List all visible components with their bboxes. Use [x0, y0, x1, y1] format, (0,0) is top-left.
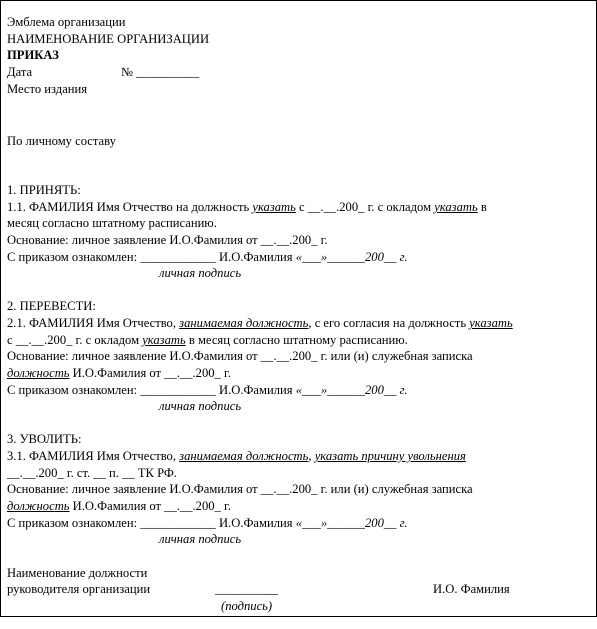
section-dismiss-basis-2: [7, 498, 231, 515]
hire-salary-placeholder: указать: [434, 200, 478, 214]
signature-hint: личная подпись: [159, 532, 242, 546]
signature-hint: личная подпись: [159, 266, 242, 280]
hire-text: в: [477, 200, 487, 214]
section-hire-acknowledgement: [7, 249, 408, 266]
ack-text: С приказом ознакомлен: ____________ И.О.Фамилия: [7, 250, 296, 264]
number-field: № __________: [121, 65, 200, 79]
section-hire-line-2: месяц согласно штатному расписанию.: [7, 216, 217, 230]
hire-text: с __.__.200_ г. с окладом: [295, 200, 435, 214]
section-dismiss-line-2: __.__.200_ г. ст. __ п. __ ТК РФ.: [7, 466, 177, 480]
memo-position-placeholder: должность: [7, 499, 70, 513]
ack-text: С приказом ознакомлен: ____________ И.О.Фамилия: [7, 516, 296, 530]
new-position-placeholder: указать: [469, 316, 513, 330]
section-transfer-basis-2: [7, 365, 231, 382]
basis-text: И.О.Фамилия от __.__.200_ г.: [69, 366, 231, 380]
section-dismiss-title: 3. УВОЛИТЬ:: [7, 432, 82, 446]
current-position-placeholder: занимаемая должность: [179, 316, 309, 330]
current-position-placeholder: занимаемая должность: [179, 449, 309, 463]
section-dismiss-line-1: [7, 448, 466, 465]
section-hire-line-1: [7, 199, 487, 216]
date-label: Дата: [7, 65, 33, 79]
ack-date: «___»______200__ г.: [295, 516, 408, 530]
basis-text: И.О.Фамилия от __.__.200_ г.: [69, 499, 231, 513]
transfer-text: , с его согласия на должность: [308, 316, 470, 330]
section-transfer-title: 2. ПЕРЕВЕСТИ:: [7, 299, 96, 313]
section-transfer-line-1: [7, 315, 513, 332]
document-type: ПРИКАЗ: [7, 48, 59, 62]
manager-name: И.О. Фамилия: [433, 582, 510, 596]
dismiss-text: ,: [308, 449, 315, 463]
transfer-salary-placeholder: указать: [142, 333, 186, 347]
section-hire-basis: Основание: личное заявление И.О.Фамилия от __.__.200_ г.: [7, 233, 328, 247]
section-dismiss-basis: Основание: личное заявление И.О.Фамилия от __.__.200_ г. или (и) служебная записка: [7, 482, 473, 496]
ack-text: С приказом ознакомлен: ____________ И.О.Фамилия: [7, 383, 296, 397]
place-of-issue: Место издания: [7, 82, 88, 96]
memo-position-placeholder: должность: [7, 366, 70, 380]
hire-text: 1.1. ФАМИЛИЯ Имя Отчество на должность: [7, 200, 253, 214]
manager-signature-line: __________: [215, 582, 278, 596]
transfer-text: с __.__.200_ г. с окладом: [7, 333, 143, 347]
section-transfer-basis: Основание: личное заявление И.О.Фамилия от __.__.200_ г. или (и) служебная записка: [7, 349, 473, 363]
signature-hint: личная подпись: [159, 399, 242, 413]
section-dismiss-acknowledgement: [7, 515, 408, 532]
dismiss-text: 3.1. ФАМИЛИЯ Имя Отчество,: [7, 449, 180, 463]
manager-signature-hint: (подпись): [221, 599, 273, 613]
organization-name: НАИМЕНОВАНИЕ ОРГАНИЗАЦИИ: [7, 32, 210, 46]
emblem-text: Эмблема организации: [7, 15, 126, 29]
hire-position-placeholder: указать: [252, 200, 296, 214]
dismissal-reason-placeholder: указать причину увольнения: [314, 449, 466, 463]
section-transfer-line-2: [7, 332, 408, 349]
section-transfer-acknowledgement: [7, 382, 408, 399]
ack-date: «___»______200__ г.: [295, 383, 408, 397]
section-hire-title: 1. ПРИНЯТЬ:: [7, 183, 81, 197]
order-subject: По личному составу: [7, 134, 116, 148]
manager-position-line-1: Наименование должности: [7, 566, 148, 580]
ack-date: «___»______200__ г.: [295, 250, 408, 264]
manager-position-line-2: руководителя организации: [7, 582, 151, 596]
transfer-text: в месяц согласно штатному расписанию.: [185, 333, 408, 347]
transfer-text: 2.1. ФАМИЛИЯ Имя Отчество,: [7, 316, 180, 330]
